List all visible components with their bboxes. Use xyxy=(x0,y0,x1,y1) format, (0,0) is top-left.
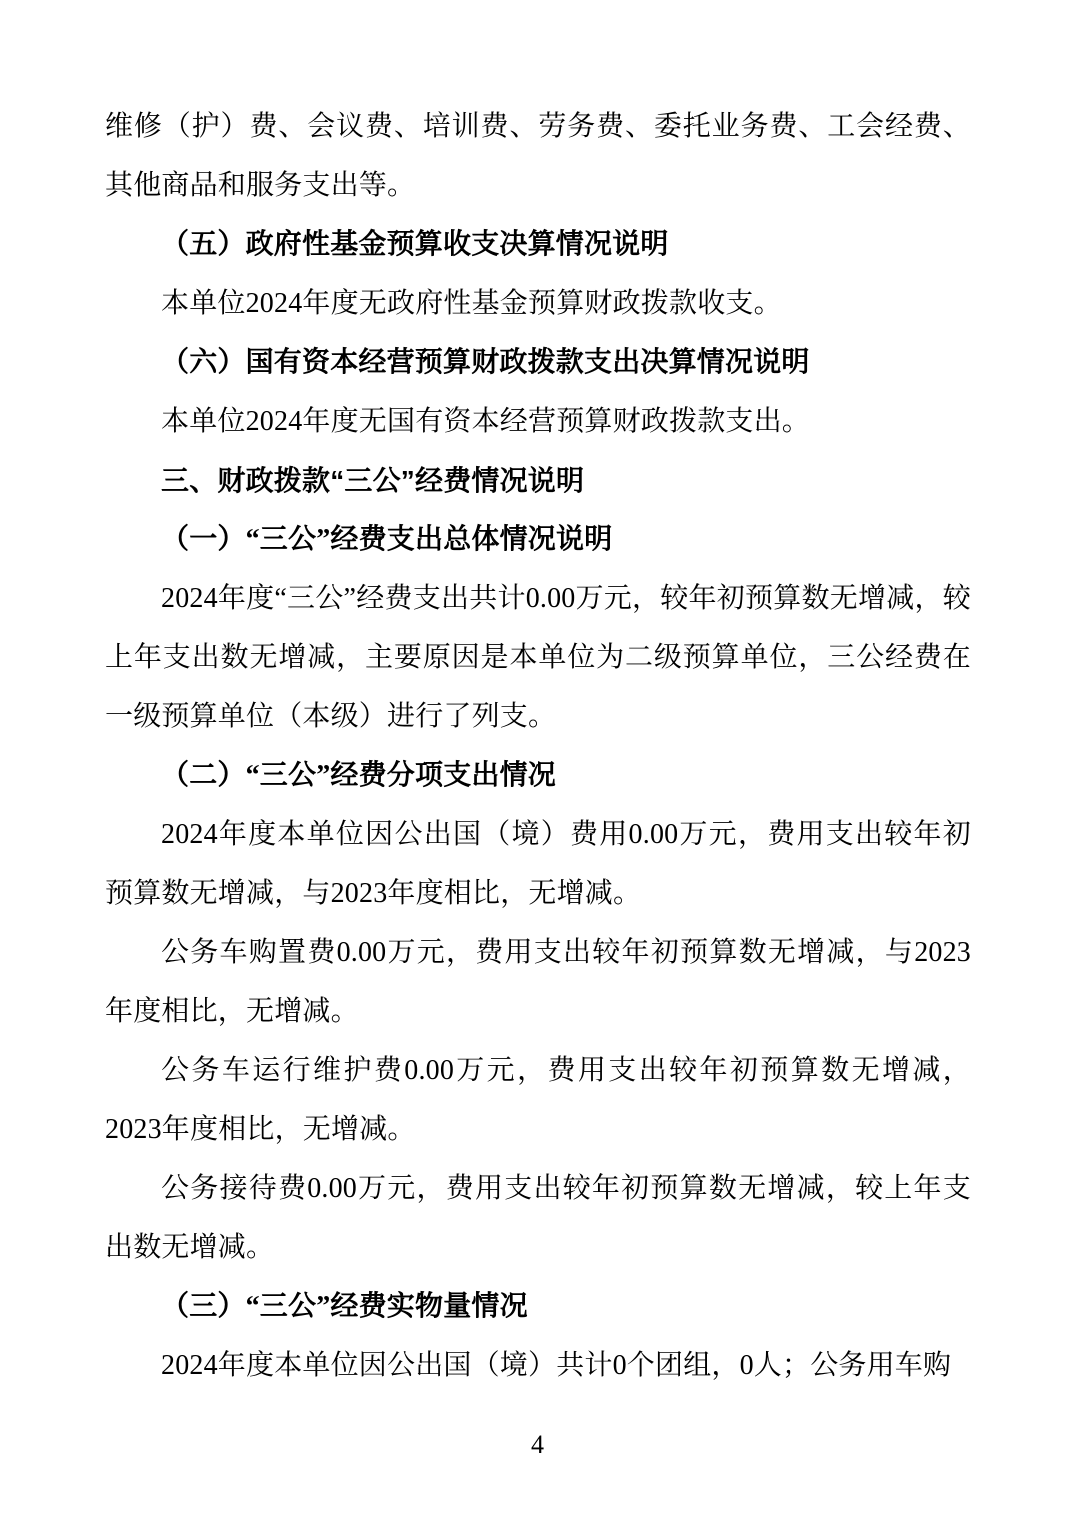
paragraph-vehicle-maintenance: 公务车运行维护费0.00万元，费用支出较年初预算数无增减，2023年度相比，无增减。 xyxy=(105,1055,971,1145)
document-body xyxy=(105,97,971,1395)
paragraph-vehicle-purchase: 公务车购置费0.00万元，费用支出较年初预算数无增减，与2023年度相比，无增减。 xyxy=(105,937,971,1027)
heading-itemized-expenditure: （二）“三公”经费分项支出情况 xyxy=(161,760,557,791)
heading-three-public-funds: 三、财政拨款“三公”经费情况说明 xyxy=(161,465,585,496)
paragraph-other-goods-services: 维修（护）费、会议费、培训费、劳务费、委托业务费、工会经费、其他商品和服务支出等。 xyxy=(105,111,971,201)
heading-overall-expenditure: （一）“三公”经费支出总体情况说明 xyxy=(161,524,613,555)
page-number: 4 xyxy=(531,1430,544,1459)
paragraph-gov-fund-none: 本单位2024年度无政府性基金预算财政拨款收支。 xyxy=(161,288,782,319)
paragraph-official-reception: 公务接待费0.00万元，费用支出较年初预算数无增减，较上年支出数无增减。 xyxy=(105,1173,971,1263)
heading-state-capital-budget: （六）国有资本经营预算财政拨款支出决算情况说明 xyxy=(161,347,810,378)
paragraph-abroad-expenses: 2024年度本单位因公出国（境）费用0.00万元，费用支出较年初预算数无增减，与2023年度相比，无增减。 xyxy=(105,819,971,909)
heading-gov-fund-budget: （五）政府性基金预算收支决算情况说明 xyxy=(161,229,669,260)
paragraph-overall-expenditure: 2024年度“三公”经费支出共计0.00万元，较年初预算数无增减，较上年支出数无增减，主要原因是本单位为二级预算单位，三公经费在一级预算单位（本级）进行了列支。 xyxy=(105,583,971,732)
paragraph-physical-quantity: 2024年度本单位因公出国（境）共计0个团组，0人；公务用车购 xyxy=(161,1350,952,1381)
paragraph-state-capital-none: 本单位2024年度无国有资本经营预算财政拨款支出。 xyxy=(161,406,811,437)
heading-physical-quantity: （三）“三公”经费实物量情况 xyxy=(161,1291,528,1322)
